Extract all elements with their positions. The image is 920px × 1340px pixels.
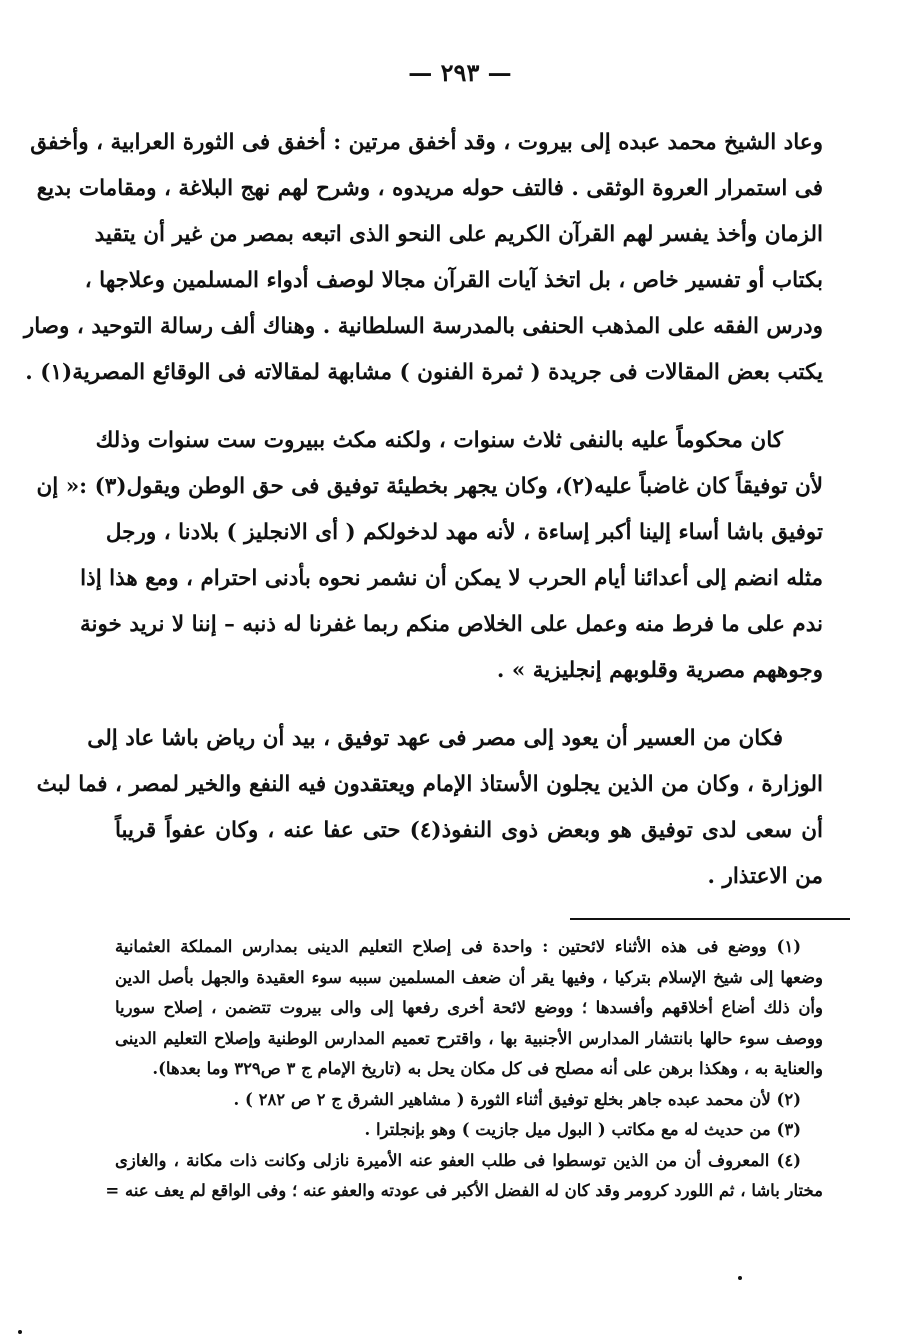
footnote-line: (٢) لأن محمد عبده جاهر بخلع توفيق أثناء الثورة ( مشاهير الشرق ج ٢ ص ٢٨٢ ) . <box>233 1089 801 1109</box>
footnote-line: والعناية به ، وهكذا برهن على أنه مصلح فى كل مكان يحل به (تاريخ الإمام ج ٣ ص٣٢٩ وما بعدها). <box>152 1059 823 1078</box>
paragraph-3 <box>36 716 823 900</box>
text-line: وعاد الشيخ محمد عبده إلى بيروت ، وقد أخفق مرتين : أخفق فى الثورة العرابية ، وأخفق <box>30 130 823 155</box>
footnote-1 <box>115 932 823 1085</box>
ink-speck <box>738 1276 742 1280</box>
text-line: من الاعتذار . <box>707 864 823 889</box>
text-line: مثله انضم إلى أعدائنا أيام الحرب لا يمكن أن نشمر نحوه بأدنى احترام ، ومع هذا إذا <box>80 566 823 591</box>
footnote-3 <box>115 1115 823 1146</box>
text-line: ندم على ما فرط منه وعمل على الخلاص منكم ربما غفرنا له ذنبه – إننا لا نريد خونة <box>79 612 823 637</box>
text-line: يكتب بعض المقالات فى جريدة ( ثمرة الفنون ) مشابهة لمقالاته فى الوقائع المصرية(١) . <box>25 360 823 385</box>
footnote-line: ووصف سوء حالها بانتشار المدارس الأجنبية بها ، واقترح تعميم المدارس الوطنية وإصلاح التعليم الدينى <box>115 1028 823 1048</box>
text-line: أن سعى لدى توفيق هو وبعض ذوى النفوذ(٤) حتى عفا عنه ، وكان عفواً قريباً <box>115 818 823 843</box>
text-line: توفيق باشا أساء إلينا أكبر إساءة ، لأنه مهد لدخولكم ( أى الانجليز ) بلادنا ، ورجل <box>105 520 823 545</box>
text-line: كان محكوماً عليه بالنفى ثلاث سنوات ، ولكنه مكث ببيروت ست سنوات وذلك <box>95 428 783 453</box>
footnote-2 <box>115 1085 823 1116</box>
footnote-line: (٤) المعروف أن من الذين توسطوا فى طلب العفو عنه الأميرة نازلى وكانت ذات مكانة ، والغازى <box>115 1150 801 1170</box>
footnote-4 <box>105 1146 823 1207</box>
text-line: فى استمرار العروة الوثقى . فالتف حوله مريدوه ، وشرح لهم نهج البلاغة ، ومقامات بديع <box>36 176 823 201</box>
text-line: الوزارة ، وكان من الذين يجلون الأستاذ الإمام ويعتقدون فيه النفع والخير لمصر ، فما لبث <box>36 772 823 797</box>
text-line: الزمان وأخذ يفسر لهم القرآن الكريم على النحو الذى اتبعه بمصر من غير أن يتقيد <box>94 222 823 247</box>
ink-speck <box>18 1330 22 1334</box>
text-line: وجوههم مصرية وقلوبهم إنجليزية » . <box>496 658 823 683</box>
main-text <box>23 120 823 900</box>
footnote-line: وأن ذلك أضاع أخلاقهم وأفسدها ؛ ووضع لائحة أخرى رفعها إلى والى بيروت تتضمن ، إصلاح سوريا <box>115 998 823 1017</box>
footnote-line: (١) ووضع فى هذه الأثناء لائحتين : واحدة فى إصلاح التعليم الدينى بمدارس المملكة العثمانية <box>115 937 801 956</box>
footnotes <box>105 932 823 1207</box>
paragraph-1 <box>23 120 823 396</box>
text-line: بكتاب أو تفسير خاص ، بل اتخذ آيات القرآن مجالا لوصف أدواء المسلمين وعلاجها ، <box>84 268 823 293</box>
text-line: فكان من العسير أن يعود إلى مصر فى عهد توفيق ، بيد أن رياض باشا عاد إلى <box>87 726 783 751</box>
paragraph-2 <box>36 418 823 694</box>
footnote-line: (٣) من حديث له مع مكاتب ( البول ميل جازيت ) وهو بإنجلترا . <box>364 1120 801 1139</box>
footnote-divider <box>570 918 850 920</box>
footnote-line: مختار باشا ، ثم اللورد كرومر وقد كان له الفضل الأكبر فى عودته والعفو عنه ؛ وفى الواقع لم يعف عنه = <box>105 1181 823 1200</box>
footnote-line: وضعها إلى شيخ الإسلام بتركيا ، وفيها يقر أن ضعف المسلمين سببه سوء العقيدة والجهل بأصل الدين <box>115 967 823 987</box>
page-number: — ٢٩٣ — <box>408 58 512 87</box>
text-line: لأن توفيقاً كان غاضباً عليه(٢)، وكان يجهر بخطيئة توفيق فى حق الوطن ويقول(٣) :« إن <box>36 474 823 499</box>
text-line: ودرس الفقه على المذهب الحنفى بالمدرسة السلطانية . وهناك ألف رسالة التوحيد ، وصار <box>23 314 823 339</box>
